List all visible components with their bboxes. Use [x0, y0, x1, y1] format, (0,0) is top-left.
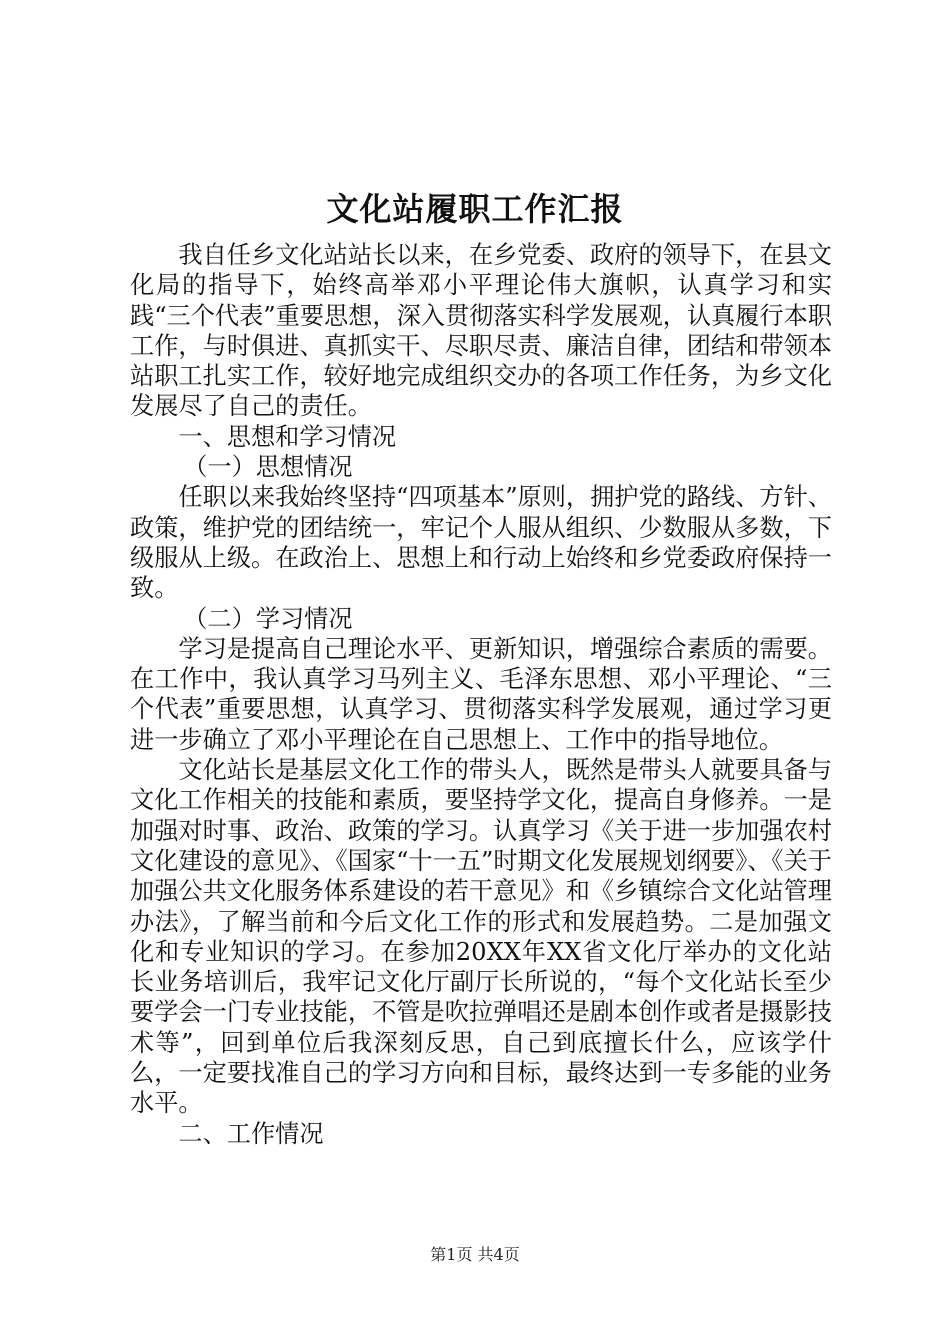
document-body	[130, 240, 832, 1149]
section-heading-thought-study: 一、思想和学习情况	[178, 422, 397, 451]
page-number: 第1页 共4页	[430, 1245, 520, 1264]
station-head-paragraph: 文化站长是基层文化工作的带头人，既然是带头人就要具备与文化工作相关的技能和素质，要坚持学文化，提高自身修养。一是加强对时事、政治、政策的学习。认真学习《关于进一步加强农村文化建设的意见》、《国家“十一五”时期文化发展规划纲要》、《关于加强公共文化服务体系建设的若干意见》和《乡镇综合文化站管理办法》，了解当前和今后文化工作的形式和发展趋势。二是加强文化和专业知识的学习。在参加20XX年XX省文化厅举办的文化站长业务培训后，我牢记文化厅副厅长所说的，“每个文化站长至少要学会一门专业技能，不管是吹拉弹唱还是剧本创作或者是摄影技术等”，回到单位后我深刻反思，自己到底擅长什么，应该学什么，一定要找准自己的学习方向和目标，最终达到一专多能的业务水平。	[130, 756, 832, 1118]
subsection-heading-study: （二）学习情况	[183, 604, 353, 633]
intro-paragraph: 我自任乡文化站站长以来，在乡党委、政府的领导下，在县文化局的指导下，始终高举邓小平理论伟大旗帜，认真学习和实践“三个代表”重要思想，深入贯彻落实科学发展观，认真履行本职工作，与时俱进、真抓实干、尽职尽责、廉洁自律，团结和带领本站职工扎实工作，较好地完成组织交办的各项工作任务，为乡文化发展尽了自己的责任。	[130, 241, 832, 421]
section-heading-work: 二、工作情况	[178, 1119, 324, 1148]
subsection-heading-thought: （一）思想情况	[183, 453, 353, 482]
document-title: 文化站履职工作汇报	[326, 190, 624, 228]
study-paragraph: 学习是提高自己理论水平、更新知识，增强综合素质的需要。在工作中，我认真学习马列主义、毛泽东思想、邓小平理论、“三个代表”重要思想，认真学习、贯彻落实科学发展观，通过学习更进一步确立了邓小平理论在自己思想上、工作中的指导地位。	[130, 634, 832, 754]
thought-paragraph: 任职以来我始终坚持“四项基本”原则，拥护党的路线、方针、政策，维护党的团结统一，牢记个人服从组织、少数服从多数，下级服从上级。在政治上、思想上和行动上始终和乡党委政府保持一致。	[130, 483, 832, 603]
